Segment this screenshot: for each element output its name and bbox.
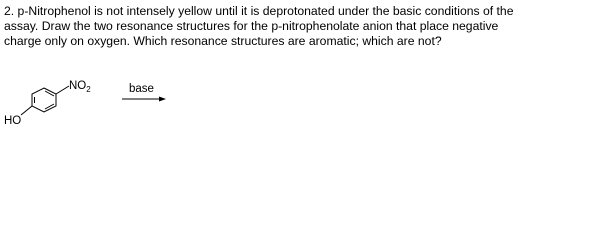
bond-to-nitro xyxy=(56,86,69,94)
reagent-label: base xyxy=(129,83,154,95)
inner-double-bond-2 xyxy=(45,104,54,109)
benzene-ring xyxy=(32,88,56,112)
inner-double-bond-1 xyxy=(45,91,54,96)
p-nitrophenol-structure xyxy=(21,86,69,115)
reaction-arrow xyxy=(122,97,166,102)
question-line-3: charge only on oxygen. Which resonance structures are aromatic; which are not? xyxy=(4,34,442,48)
hydroxyl-label: HO xyxy=(4,115,22,127)
nitro-group-label: $NO_2$ xyxy=(69,80,91,94)
question-line-2: assay. Draw the two resonance structures for the p-nitrophenolate anion that place negative xyxy=(4,19,499,33)
bond-to-hydroxyl xyxy=(21,106,32,115)
arrow-head-icon xyxy=(159,97,166,102)
question-line-1: 2. p-Nitrophenol is not intensely yellow until it is deprotonated under the basic conditions of the xyxy=(4,4,514,18)
